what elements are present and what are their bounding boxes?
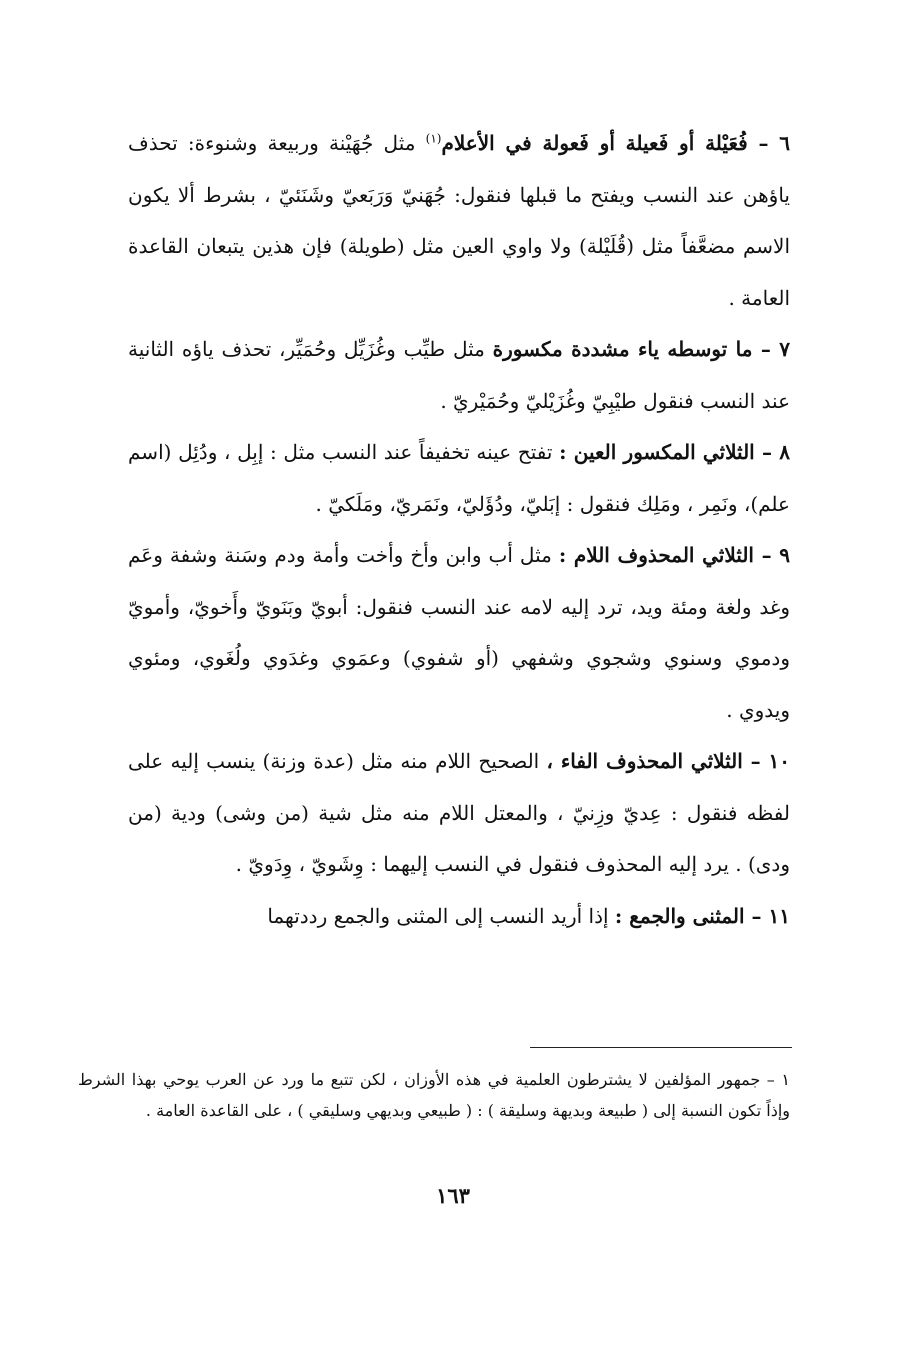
footnote: ١ – جمهور المؤلفين لا يشترطون العلمية في هذه الأوزان ، لكن تتبع ما ورد عن العرب يوحي بهذا الشرط وإذاً تكون النسبة إلى ( طبيعة وبديهة وسليقة ) : ( طبيعي وبديهي وسليقي ) ، على القاعدة العامة . [78, 1070, 790, 1120]
paragraph-9 [128, 530, 790, 736]
paragraph-8 [128, 427, 790, 530]
paragraph-11-body: إذا أريد النسب إلى المثنى والجمع رددتهما [267, 903, 615, 928]
paragraph-10 [128, 736, 790, 891]
paragraph-11 [128, 891, 790, 943]
paragraph-7 [128, 324, 790, 427]
paragraph-10-body: الصحيح اللام منه مثل (عدة وزنة) ينسب إليه على لفظه فنقول : عِديّ وزِنيّ ، والمعتل اللام منه مثل شية (من وشى) ودية (من ودى) . يرد إليه المحذوف فنقول في النسب إليهما : وِشَويّ ، وِدَويّ . [128, 749, 790, 876]
paragraph-6-body: مثل جُهَيْنة وربيعة وشنوءة: تحذف ياؤهن عند النسب ويفتح ما قبلها فنقول: جُهَنيّ وَرَبَعيّ وشَنَئيّ ، بشرط ألا يكون الاسم مضعَّفاً مثل (قُلَيْلة) ولا واوي العين مثل (طويلة) فإن هذين يتبعان القاعدة العامة . [128, 131, 790, 310]
paragraph-9-body: مثل أب وابن وأخ وأخت وأمة ودم وسَنة وشفة وعَم وغد ولغة ومئة ويد، ترد إليه لامه عند النسب فنقول: أبويّ وبَنَويّ وأَخويّ، وأمويّ ودموي وسنوي وشجوي وشفهي (أو شفوي) وعمَوي وغدَوي ولُغَوي، ومئوي ويدوي . [128, 543, 790, 722]
paragraph-6-heading: ٦ – فُعَيْلة أو فَعيلة أو فَعولة في الأعلام [441, 131, 791, 155]
paragraph-6 [128, 118, 790, 324]
footnote-divider [530, 1047, 792, 1048]
paragraph-8-heading: ٨ – الثلاثي المكسور العين : [559, 440, 791, 464]
paragraph-10-heading: ١٠ – الثلاثي المحذوف الفاء ، [546, 749, 791, 773]
main-text [128, 118, 790, 942]
footnote-reference[interactable]: (١) [425, 131, 442, 146]
paragraph-11-heading: ١١ – المثنى والجمع : [614, 903, 790, 928]
paragraph-7-heading: ٧ – ما توسطه ياء مشددة مكسورة [492, 337, 790, 361]
paragraph-8-body: تفتح عينه تخفيفاً عند النسب مثل : إبِل ، ودُئِل (اسم علم)، ونَمِر ، ومَلِك فنقول : إبَليّ، ودُؤَليّ، ونَمَريّ، ومَلَكيّ . [128, 440, 790, 516]
paragraph-7-body: مثل طيِّب وغُزَيِّل وحُمَيِّر، تحذف ياؤه الثانية عند النسب فنقول طيْبِيّ وغُزَيْليّ وحُمَيْريّ . [128, 337, 790, 413]
paragraph-9-heading: ٩ – الثلاثي المحذوف اللام : [558, 543, 790, 567]
page-number: ١٦٣ [436, 1183, 470, 1208]
